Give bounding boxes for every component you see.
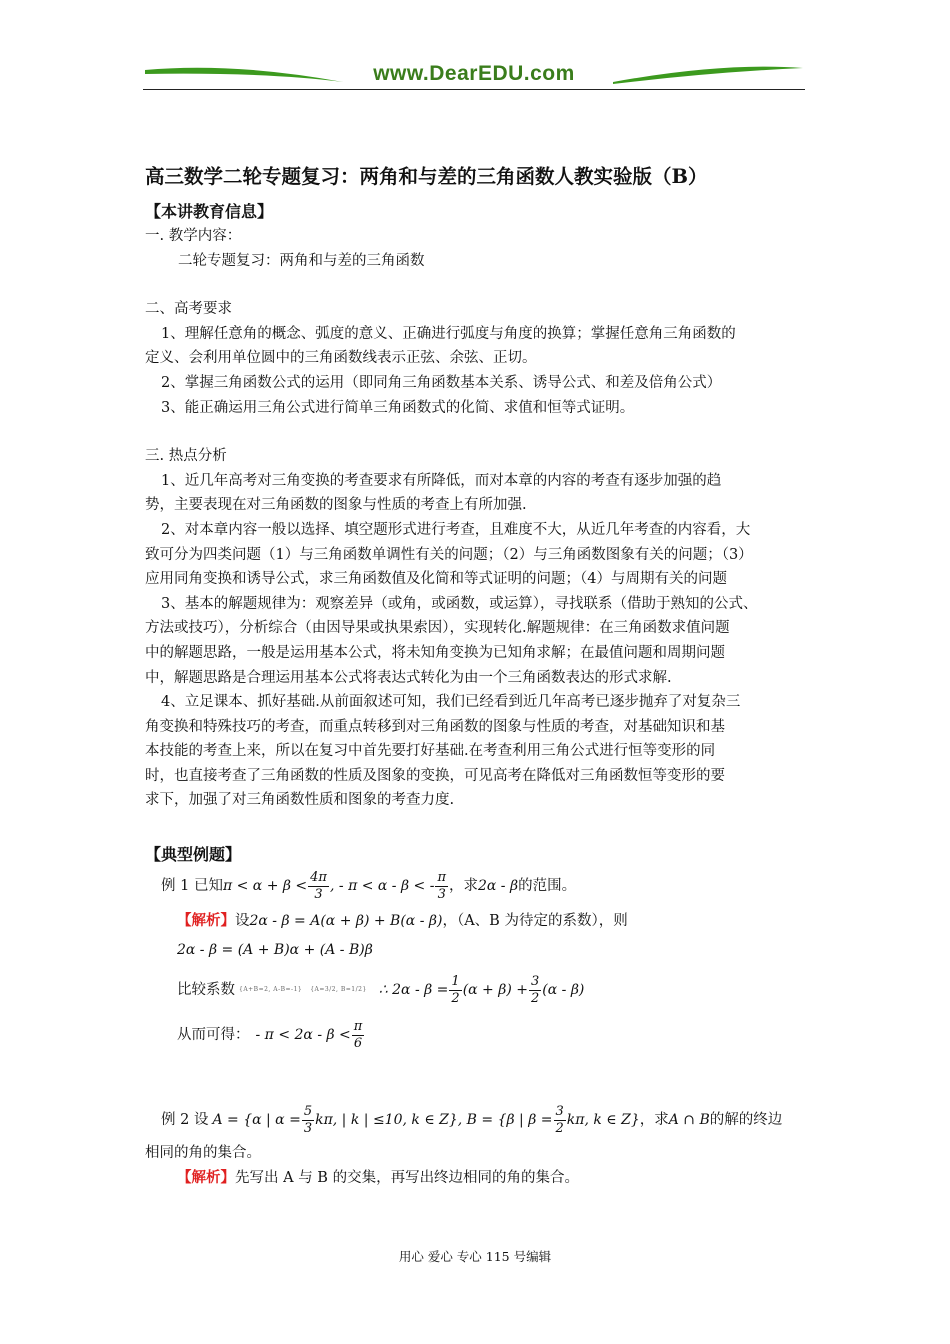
item3-line: 方法或技巧），分析综合（由因导果或执果索因），实现转化.解题规律：在三角函数求值问题	[145, 620, 730, 637]
example-1-compare: 比较系数 {A+B=2, A-B=-1} {A=3/2, B=1/2} ∴ 2α - β = $\frac{1}{2}$ (α + β) + $\frac{3}{2}$ (α - β)	[177, 973, 585, 1006]
item2-point: 1、理解任意角的概念、弧度的意义、正确进行弧度与角度的换算；掌握任意角三角函数的	[161, 325, 736, 342]
fraction: $\frac{3}{2}$	[530, 973, 540, 1006]
item3-label: 三. 热点分析	[145, 448, 227, 465]
section-heading-examples: 【典型例题】	[145, 845, 242, 865]
item1-text: 二轮专题复习：两角和与差的三角函数	[178, 252, 425, 269]
example-2-question: 例 2 设 A = {α | α = $\frac{5}{3}$ kπ, | k | ≤10, k ∈ Z}, B = {β | β = $\frac{3}{2}$ kπ, k ∈ Z} ，求 A ∩ B 的解的终边	[161, 1103, 783, 1136]
example-1-solution: 【解析】 设 2α - β = A(α + β) + B(α - β) ，（A、B 为待定的系数），则	[145, 905, 807, 937]
fraction: $\frac{5}{3}$	[303, 1103, 313, 1136]
fraction: $\frac{3}{2}$	[555, 1103, 564, 1136]
item3-line: 本技能的考查上来，所以在复习中首先要打好基础.在考查利用三角公式进行恒等变形的同	[145, 743, 716, 760]
item2-point: 2、掌握三角函数公式的运用（即同角三角函数基本关系、诱导公式、和差及倍角公式）	[161, 374, 722, 391]
equation-solution: {A=3/2, B=1/2}	[310, 985, 367, 993]
example-2-question-cont: 相同的角的集合。	[145, 1145, 261, 1162]
header-divider	[143, 89, 805, 90]
item1-label: 一. 教学内容：	[145, 228, 242, 244]
item2-label: 二、高考要求	[145, 301, 232, 318]
item3-line: 势，主要表现在对三角函数的图象与性质的考查上有所加强.	[145, 497, 527, 514]
item3-line: 1、近几年高考对三角变换的考查要求有所降低，而对本章的内容的考查有逐步加强的趋	[161, 472, 722, 489]
example-1-question: 例 1 已知 π < α + β < $\frac{4\pi}{3}$ , - π < α - β < - $\frac{\pi}{3}$ ，求 2α - β 的范围。	[161, 869, 577, 902]
page-title: 高三数学二轮专题复习：两角和与差的三角函数人教实验版（B）	[145, 165, 708, 188]
site-logo[interactable]: www.DearEDU.com	[373, 62, 575, 85]
item2-point: 定义、会利用单位圆中的三角函数线表示正弦、余弦、正切。	[145, 350, 537, 367]
section-heading-info: 【本讲教育信息】	[145, 202, 274, 221]
item3-line: 应用同角变换和诱导公式，求三角函数值及化简和等式证明的问题；（4）与周期有关的问题	[145, 571, 727, 588]
example-1-result: 从而可得： - π < 2α - β < $\frac{\pi}{6}$	[177, 1018, 363, 1051]
item3-line: 中，解题思路是合理运用基本公式将表达式转化为由一个三角函数表达的形式求解.	[145, 669, 672, 686]
item3-line: 2、对本章内容一般以选择、填空题形式进行考查，且难度不大，从近几年考查的内容看，大	[161, 521, 751, 538]
fraction: $\frac{1}{2}$	[451, 973, 460, 1006]
analysis-label: 【解析】	[177, 1169, 235, 1187]
item2-point: 3、能正确运用三角公式进行简单三角函数式的化简、求值和恒等式证明。	[161, 399, 635, 416]
item3-line: 3、基本的解题规律为：观察差异（或角，或函数，或运算），寻找联系（借助于熟知的公式、	[161, 595, 758, 612]
example-1-expand: 2α - β = (A + B)α + (A - B)β	[177, 941, 373, 958]
equation-system: {A+B=2, A-B=-1}	[239, 985, 303, 993]
fraction: $\frac{\pi}{3}$	[437, 869, 446, 902]
page-footer: 用心 爱心 专心 115 号编辑	[398, 1249, 552, 1264]
analysis-label: 【解析】	[177, 911, 235, 929]
fraction: $\frac{\pi}{6}$	[353, 1018, 363, 1051]
item3-line: 求下，加强了对三角函数性质和图象的考查力度.	[145, 792, 455, 809]
fraction: $\frac{4\pi}{3}$	[310, 869, 327, 902]
document-body	[145, 160, 807, 1192]
item3-line: 致可分为四类问题（1）与三角函数单调性有关的问题；（2）与三角函数图象有关的问题；（3）	[145, 546, 753, 563]
item3-line: 中的解题思路，一般是运用基本公式，将未知角变换为已知角求解；在最值问题和周期问题	[145, 644, 725, 661]
site-header	[143, 60, 805, 92]
item3-line: 时，也直接考查了三角函数的性质及图象的变换，可见高考在降低对三角函数恒等变形的要	[145, 767, 725, 784]
item3-line: 4、立足课本、抓好基础.从前面叙述可知，我们已经看到近几年高考已逐步抛弃了对复杂三	[161, 694, 741, 711]
item3-line: 角变换和特殊技巧的考查，而重点转移到对三角函数的图象与性质的考查，对基础知识和基	[145, 718, 725, 735]
example-2-solution: 【解析】 先写出 A 与 B 的交集，再写出终边相同的角的集合。	[145, 1166, 807, 1192]
